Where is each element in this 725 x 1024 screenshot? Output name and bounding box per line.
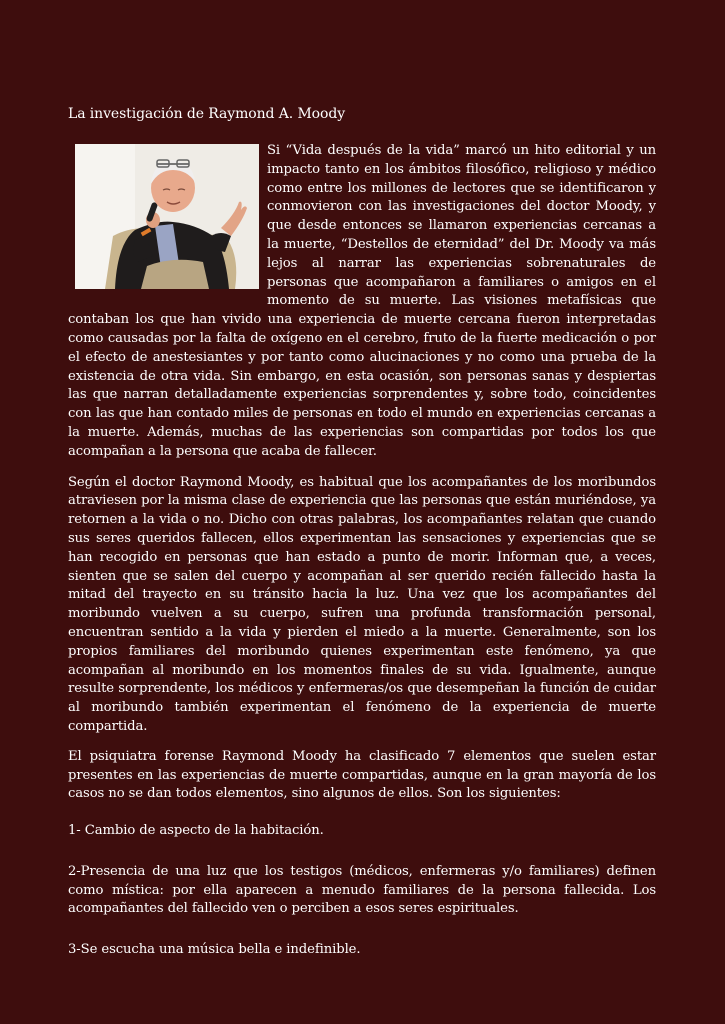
portrait-photo [75, 144, 259, 289]
list-item-2: 2-Presencia de una luz que los testigos (médicos, enfermeras y/o familiares) definen como mística: por ella aparecen a menudo familiares de la persona fallecida. Los acompañantes del fallecido ven o perciben a esos seres espirituales. [68, 863, 656, 917]
article-title: La investigación de Raymond A. Moody [68, 106, 346, 122]
article [68, 104, 656, 960]
list-item-1: 1- Cambio de aspecto de la habitación. [68, 823, 324, 839]
paragraph-intro: Si “Vida después de la vida” marcó un hito editorial y un impacto tanto en los ámbitos filosófico, religioso y médico como entre los millones de lectores que se identificaron y conmovieron con las investigaciones del doctor Moody, y que desde entonces se llamaron experiencias cercanas a la muerte, “Destellos de eternidad” del Dr. Moody va más lejos al narrar las experiencias sobrenaturales de personas que acompañaron a familiares o amigos en el momento de su muerte. Las visiones metafísicas que contaban los que han vivido una experiencia de muerte cercana fueron interpretadas como causadas por la falta de oxígeno en el cerebro, fruto de la fuerte medicación o por el efecto de anestesiantes y por tanto como alucinaciones y no como una prueba de la existencia de otra vida. Sin embargo, en esta ocasión, son personas sanas y despiertas las que narran detalladamente experiencias sorprendentes y, sobre todo, coincidentes con las que han contado miles de personas en todo el mundo en experiencias cercanas a la muerte. Además, muchas de las experiencias son compartidas por todos los que acompañan a la persona que acaba de fallecer. [68, 143, 656, 459]
paragraph-moody-accompaniers: Según el doctor Raymond Moody, es habitual que los acompañantes de los moribundos atraviesen por la misma clase de experiencia que las personas que están muriéndose, ya retornen a la vida o no. Dicho con otras palabras, los acompañantes relatan que cuando sus seres queridos fallecen, ellos experimentan las sensaciones y experiencias que se han recogido en personas que han estado a punto de morir. Informan que, a veces, sienten que se salen del cuerpo y acompañan al ser querido recién fallecido hasta la mitad del trayecto en su tránsito hacia la luz. Una vez que los acompañantes del moribundo vuelven a su cuerpo, sufren una profunda transformación personal, encuentran sentido a la vida y pierden el miedo a la muerte. Generalmente, son los propios familiares del moribundo quienes experimentan este fenómeno, ya que acompañan al moribundo en los momentos finales de su vida. Igualmente, aunque resulte sorprendente, los médicos y enfermeras/os que desempeñan la función de cuidar al moribundo también experimentan el fenómeno de la experiencia de muerte compartida. [68, 474, 656, 734]
paragraph-seven-elements: El psiquiatra forense Raymond Moody ha clasificado 7 elementos que suelen estar presentes en las experiencias de muerte compartidas, aunque en la gran mayoría de los casos no se dan todos elementos, sino algunos de ellos. Son los siguientes: [68, 748, 656, 802]
list-item-3: 3-Se escucha una música bella e indefinible. [68, 942, 361, 958]
